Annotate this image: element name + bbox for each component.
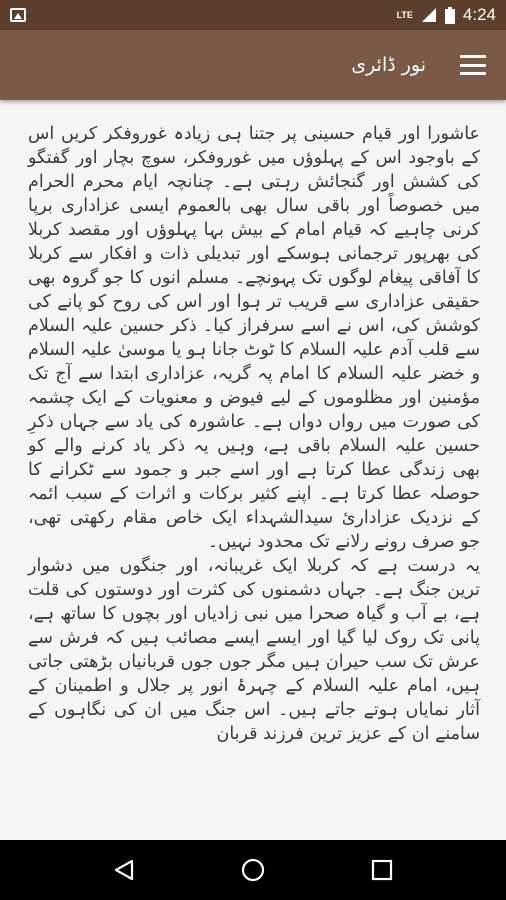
battery-icon — [445, 7, 455, 24]
back-icon[interactable] — [104, 850, 144, 890]
navigation-bar — [0, 840, 506, 900]
article-scroll-area[interactable] — [0, 100, 506, 840]
clock: 4:24 — [462, 5, 496, 24]
signal-icon — [421, 7, 437, 23]
app-bar — [0, 30, 506, 100]
home-icon[interactable] — [233, 850, 273, 890]
network-type: LTE — [396, 10, 413, 20]
recents-icon[interactable] — [362, 850, 402, 890]
hamburger-menu-icon[interactable] — [460, 55, 486, 75]
article-text: عاشورا اور قیام حسینی پر جتنا ہی زیادہ غوروفکر کریں اس کے باوجود اس کے پہلوؤں میں غوروفکر، سوچ بچار اور گفتگو کی کشش اور گنجائش رہتی ہے۔ چنانچہ ایام محرم الحرام میں خصوصاً اور باقی سال بھی بالعموم ایسی عزاداری برپا کرنی چاہیے کہ قیام امام کے بیش بہا پہلوؤں اور مقصد کربلا کی بھرپور ترجمانی ہوسکے اور تبدیلی ذات و افکار سے کربلا کا آفاقی پیغام لوگوں تک پہونچے۔ مسلم انوں کا جو گروہ بھی حقیقی عزاداری سے قریب تر ہوا اور اس کی روح کو پانے کی کوشش کی، اس نے اسے سرفراز کیا۔ ذکر حسین علیہ السلام سے قلب آدم علیہ السلام کا ٹوٹ جانا ہو یا موسیٰ علیہ السلام و خضر علیہ السلام کا امام پہ گریہ، عزاداری ابتدا سے آج تک مؤمنین اور مظلوموں کے لیے فیوض و معنویات کے ایک چشمہ کی صورت میں رواں دواں ہے۔ عاشورہ کی یاد سے جہاں ذکرِ حسین علیہ السلام باقی ہے، وہیں یہ ذکر یاد کرنے والے کو بھی زندگی عطا کرتا ہے اور اسے جبر و جمود سے ٹکرانے کا حوصلہ عطا کرتا ہے۔ اپنے کثیر برکات و اثرات کے سبب ائمہ کے نزدیک عزاداریٔ سیدالشہداء ایک خاص مقام رکھتی تھی، جو صرف رونے رلانے تک محدود نہیں۔ یہ درست ہے کہ کربلا ایک غریبانہ، اور جنگوں میں دشوار ترین جنگ ہے۔ جہاں دشمنوں کی کثرت اور دوستوں کی قلت ہے، بے آب و گیاہ صحرا میں نبی زادیاں اور بچوں کا ساتھ ہے، پانی تک روک لیا گیا اور ایسے ایسے مصائب ہیں کہ فرش سے عرش تک سب حیران ہیں مگر جوں جوں قربانیاں بڑھتی جاتی ہیں، امام علیہ السلام کے چہرۂ انور پر جلال و اطمینان کے آثار نمایاں ہوتے جاتے ہیں۔ اس جنگ میں ان کی نگاہوں کے سامنے ان کے عزیز ترین فرزند قربان — [28, 124, 480, 744]
status-bar — [0, 0, 506, 30]
gallery-notification-icon — [10, 8, 26, 22]
app-title: نور ڈائری — [351, 54, 426, 76]
